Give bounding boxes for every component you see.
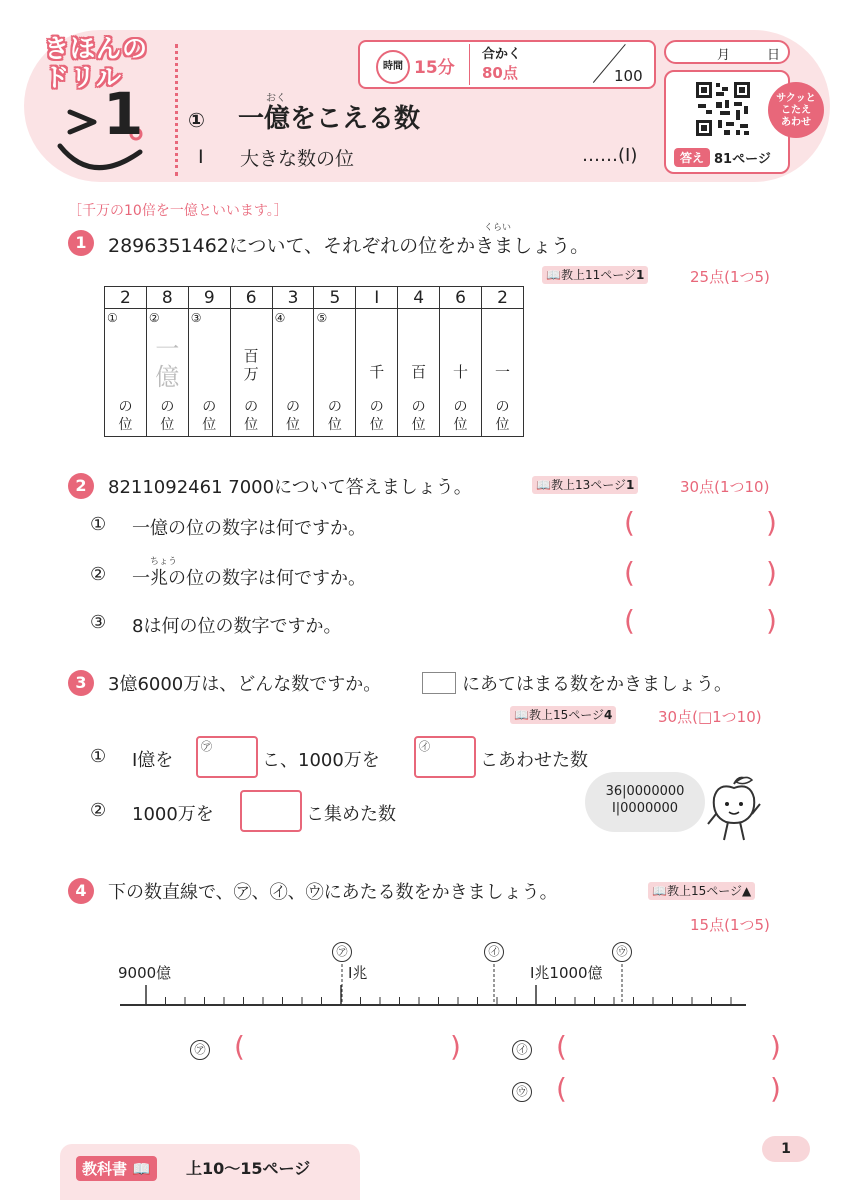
place-cell[interactable]: ③ の 位 — [188, 309, 230, 437]
place-cell[interactable]: ② 一 億 の 位 — [146, 309, 188, 437]
digit-cell: 5 — [314, 287, 356, 309]
answer-box-a[interactable]: ㋐ — [196, 736, 258, 778]
drill-number: 1 — [103, 80, 144, 148]
number-line-marker-i: ㋑ — [484, 942, 504, 962]
book-icon: 📖 — [546, 268, 561, 282]
qr-code-icon[interactable] — [694, 80, 752, 138]
sub-question-text: 一億の位の数字は何ですか。 — [132, 518, 366, 539]
answer-paren-open[interactable]: ( — [624, 506, 635, 539]
clock-icon: 時間 — [376, 50, 410, 84]
question-number: 4 — [68, 878, 94, 904]
pass-label: 合かく — [482, 47, 522, 62]
score-label: 30点(1つ10) — [680, 478, 770, 496]
digit-cell: 6 — [440, 287, 482, 309]
answer-paren-close[interactable]: ) — [766, 556, 777, 589]
unit-title: 一億をこえる数 — [238, 104, 421, 134]
textbook-ref: 📖教上15ページ4 — [510, 706, 616, 724]
answer-badge: 答え — [674, 148, 710, 167]
answer-page: 81ページ — [714, 152, 771, 167]
digit-cell: 2 — [482, 287, 524, 309]
sub-question-number: ② — [90, 800, 107, 821]
sakutto-badge: サクッと こたえ あわせ — [768, 82, 824, 138]
question-text: 8211092461 7000について答えましょう。 — [108, 477, 472, 498]
question-number: 1 — [68, 230, 94, 256]
place-cell: 百 の 位 — [398, 309, 440, 437]
hint-bubble: 36|0000000 I|0000000 — [585, 772, 705, 832]
digit-cell: 8 — [146, 287, 188, 309]
sub-question-text: こあわせた数 — [480, 750, 588, 771]
number-line — [110, 960, 760, 1010]
answer-paren-open[interactable]: ( — [556, 1030, 567, 1063]
month-label: 月 — [717, 48, 731, 63]
number-line-label-mid: I兆 — [348, 964, 368, 982]
unit-number: ① — [188, 108, 205, 132]
textbook-badge: 教科書 📖 — [76, 1156, 157, 1181]
book-icon: 📖 — [514, 708, 529, 722]
digit-cell: 3 — [272, 287, 314, 309]
answer-label-u: ㋒ — [512, 1082, 532, 1102]
digit-cell: I — [356, 287, 398, 309]
place-cell: 千 の 位 — [356, 309, 398, 437]
sub-question-text: こ集めた数 — [306, 804, 396, 825]
sub-question-text: 1000万を — [132, 804, 214, 825]
digit-cell: 9 — [188, 287, 230, 309]
digit-cell: 6 — [230, 287, 272, 309]
answer-paren-close[interactable]: ) — [450, 1030, 461, 1063]
apple-character-icon — [704, 774, 764, 854]
number-line-label-end: I兆1000億 — [530, 964, 603, 982]
question-text: 下の数直線で、㋐、㋑、㋒にあたる数をかきましょう。 — [108, 882, 558, 903]
textbook-ref: 📖教上11ページ1 — [542, 266, 648, 284]
number-line-marker-a: ㋐ — [332, 942, 352, 962]
score-label: 30点(□1つ10) — [658, 708, 762, 726]
drill-logo: きほんの ドリル — [44, 34, 149, 92]
place-cell: 十 の 位 — [440, 309, 482, 437]
pass-value: 80点 — [482, 64, 518, 82]
answer-paren-open[interactable]: ( — [556, 1072, 567, 1105]
answer-label-a: ㋐ — [190, 1040, 210, 1060]
page-number: 1 — [762, 1136, 810, 1162]
number-line-label-start: 9000億 — [118, 964, 172, 982]
textbook-pages: 上10～15ページ — [186, 1159, 311, 1178]
question-text: 3億6000万は、どんな数ですか。 — [108, 674, 382, 695]
question-ruby: くらい — [484, 223, 512, 233]
answer-label-i: ㋑ — [512, 1040, 532, 1060]
answer-paren-close[interactable]: ) — [770, 1072, 781, 1105]
time-value: 15分 — [414, 58, 455, 78]
answer-paren-open[interactable]: ( — [624, 556, 635, 589]
day-label: 日 — [767, 48, 781, 63]
answer-paren-close[interactable]: ) — [766, 604, 777, 637]
answer-box-c[interactable] — [240, 790, 302, 832]
place-value-table — [104, 286, 524, 437]
unit-title-ruby: おく — [266, 93, 286, 104]
sub-question-text: I億を — [132, 750, 174, 771]
digit-cell: 2 — [105, 287, 147, 309]
digit-cell: 4 — [398, 287, 440, 309]
place-cell: 百 万 の 位 — [230, 309, 272, 437]
sub-question-number: ① — [90, 746, 107, 767]
question-text: 2896351462について、それぞれの位をかきましょう。 — [108, 235, 590, 257]
place-cell: 一 の 位 — [482, 309, 524, 437]
sub-question-text: こ、1000万を — [262, 750, 380, 771]
question-number: 3 — [68, 670, 94, 696]
place-cell[interactable]: ④ の 位 — [272, 309, 314, 437]
sub-question-text: 一兆の位の数字は何ですか。 — [132, 568, 366, 589]
score-label: 15点(1つ5) — [690, 916, 770, 934]
answer-paren-close[interactable]: ) — [766, 506, 777, 539]
answer-paren-open[interactable]: ( — [624, 604, 635, 637]
number-line-marker-u: ㋒ — [612, 942, 632, 962]
sub-question-text: 8は何の位の数字ですか。 — [132, 616, 342, 637]
place-cell[interactable]: ① の 位 — [105, 309, 147, 437]
sub-question-number: ① — [90, 514, 107, 535]
sub-title: 大きな数の位 — [240, 148, 355, 170]
sub-question-ruby: ちょう — [150, 557, 178, 567]
definition-note: ［千万の10倍を一億といいます。］ — [68, 203, 288, 219]
sub-question-number: ③ — [90, 612, 107, 633]
question-number: 2 — [68, 473, 94, 499]
book-icon: 📖 — [652, 884, 667, 898]
place-cell[interactable]: ⑤ の 位 — [314, 309, 356, 437]
answer-paren-open[interactable]: ( — [234, 1030, 245, 1063]
sub-number: I — [198, 146, 204, 168]
book-icon: 📖 — [536, 478, 551, 492]
textbook-ref: 📖教上15ページ▲ — [648, 882, 755, 900]
time-score-divider — [469, 44, 470, 85]
header-divider — [175, 44, 178, 176]
score-label: 25点(1つ5) — [690, 268, 770, 286]
total-score: 100 — [614, 67, 643, 85]
textbook-ref: 📖教上13ページ1 — [532, 476, 638, 494]
answer-box-i[interactable]: ㋑ — [414, 736, 476, 778]
answer-paren-close[interactable]: ) — [770, 1030, 781, 1063]
sub-question-number: ② — [90, 564, 107, 585]
blank-box-sample — [422, 672, 456, 694]
sub-page: ……(I) — [582, 145, 638, 166]
book-icon: 📖 — [132, 1160, 151, 1178]
question-text-cont: にあてはまる数をかきましょう。 — [462, 674, 732, 695]
